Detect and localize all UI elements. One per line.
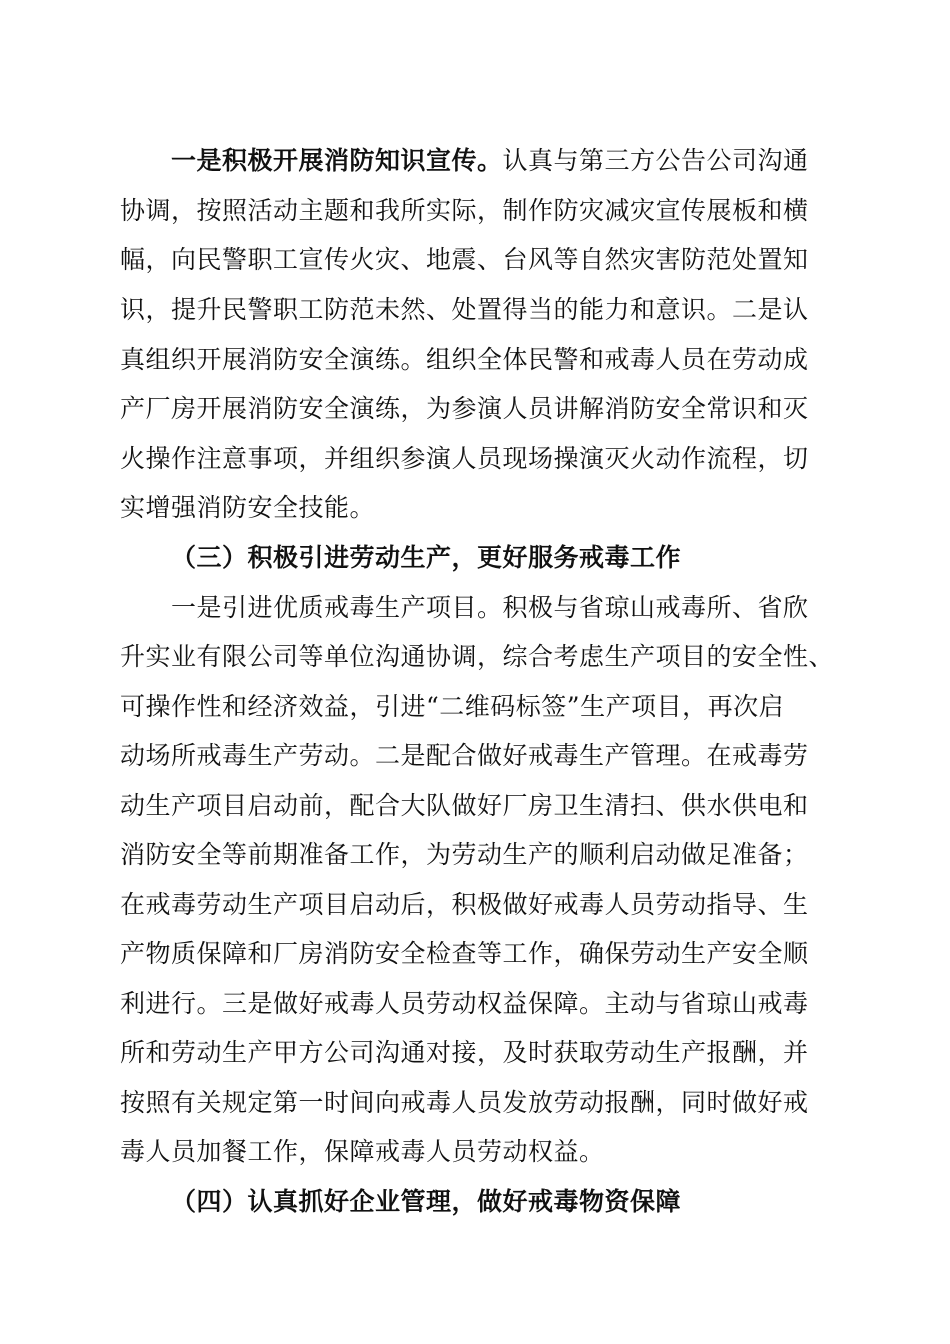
paragraph-2-line-10: 所和劳动生产甲方公司沟通对接，及时获取劳动生产报酬，并: [120, 1038, 809, 1067]
paragraph-2-line-11: 按照有关规定第一时间向戒毒人员发放劳动报酬，同时做好戒: [120, 1088, 809, 1117]
paragraph-2-line-1: 一是引进优质戒毒生产项目。积极与省琼山戒毒所、省欣: [171, 593, 809, 622]
paragraph-2-line-4: 动场所戒毒生产劳动。二是配合做好戒毒生产管理。在戒毒劳: [120, 741, 809, 770]
paragraph-1-line-3: 幅，向民警职工宣传火灾、地震、台风等自然灾害防范处置知: [120, 245, 809, 274]
paragraph-2-line-8: 产物质保障和厂房消防安全检查等工作，确保劳动生产安全顺: [120, 939, 809, 968]
paragraph-2-line-12: 毒人员加餐工作，保障戒毒人员劳动权益。: [120, 1137, 605, 1166]
paragraph-1-line-5: 真组织开展消防安全演练。组织全体民警和戒毒人员在劳动成: [120, 345, 809, 374]
section-heading-4: （四）认真抓好企业管理，做好戒毒物资保障: [171, 1187, 682, 1216]
paragraph-1-line-1-text: 认真与第三方公告公司沟通: [502, 146, 809, 175]
paragraph-1-lead: 一是积极开展消防知识宣传。: [171, 146, 503, 175]
paragraph-1-line-7: 火操作注意事项，并组织参演人员现场操演灭火动作流程，切: [120, 444, 809, 473]
paragraph-1-line-1: [171, 141, 809, 181]
paragraph-1-line-2: 协调，按照活动主题和我所实际，制作防灾减灾宣传展板和横: [120, 196, 809, 225]
paragraph-2-line-2: 升实业有限公司等单位沟通协调，综合考虑生产项目的安全性、: [120, 642, 835, 671]
paragraph-1-line-6: 产厂房开展消防安全演练，为参演人员讲解消防安全常识和灭: [120, 394, 809, 423]
paragraph-2-line-7: 在戒毒劳动生产项目启动后，积极做好戒毒人员劳动指导、生: [120, 890, 809, 919]
paragraph-1-line-4: 识，提升民警职工防范未然、处置得当的能力和意识。二是认: [120, 295, 809, 324]
paragraph-2-line-5: 动生产项目启动前，配合大队做好厂房卫生清扫、供水供电和: [120, 791, 809, 820]
paragraph-2-line-9: 利进行。三是做好戒毒人员劳动权益保障。主动与省琼山戒毒: [120, 989, 809, 1018]
section-heading-3: （三）积极引进劳动生产，更好服务戒毒工作: [171, 543, 682, 572]
paragraph-1-line-8: 实增强消防安全技能。: [120, 493, 376, 522]
paragraph-2-line-6: 消防安全等前期准备工作，为劳动生产的顺利启动做足准备；: [120, 840, 809, 869]
paragraph-2-line-3: 可操作性和经济效益，引进“二维码标签”生产项目，再次启: [120, 692, 785, 721]
